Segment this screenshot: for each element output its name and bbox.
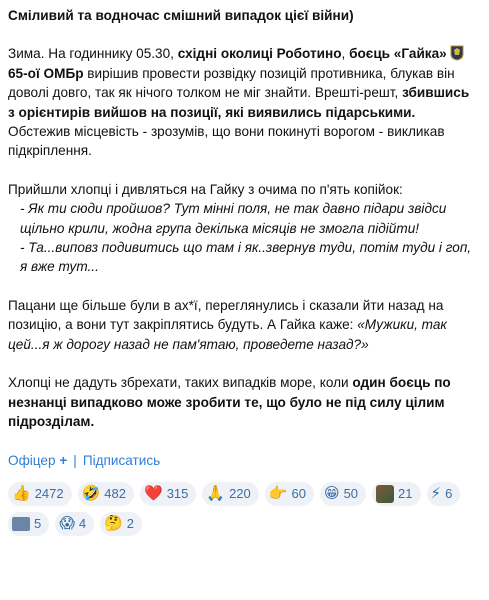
thumbs-up-icon: 👍 [12, 485, 31, 503]
dialogue-intro: Прийшли хлопці і дивляться на Гайку з очима по п'ять копійок: [8, 181, 403, 197]
separator: | [73, 453, 77, 469]
dialogue-line [8, 238, 479, 277]
heart-icon: ❤️ [144, 485, 163, 503]
reaction-pointing-hand[interactable] [265, 482, 314, 506]
reaction-count: 482 [104, 486, 126, 502]
reaction-count: 60 [291, 486, 306, 502]
text-segment: Хлопці не дадуть збрехати, таких випадків море, коли [8, 375, 353, 391]
dialogue-line [8, 199, 479, 238]
bold-segment: 65-ої ОМБр [8, 65, 84, 81]
bold-segment: один боєць по незнанці випадково може зробити те, що було не під силу цілим підрозділам. [8, 375, 451, 429]
paragraph-3 [8, 296, 479, 354]
reaction-count: 4 [78, 516, 87, 532]
reaction-custom-sticker[interactable] [8, 512, 49, 536]
reaction-shocked[interactable] [55, 512, 94, 536]
reaction-thinking[interactable] [100, 512, 142, 536]
pointing-hand-icon: 👉 [268, 485, 288, 503]
reaction-praying-hands[interactable] [202, 482, 258, 506]
italic-quote: - Як ти сюди пройшов? Тут мінні поля, не так давно підари звідси щільно крили, жодна група декілька місяців не змогла підійти! [20, 201, 447, 236]
reaction-count: 50 [343, 486, 359, 502]
rofl-icon: 🤣 [81, 485, 101, 503]
text-segment: Зима. На годиннику 05.30, [8, 46, 178, 62]
text-segment: , [341, 46, 350, 62]
author-link[interactable]: Офіцер [8, 453, 56, 469]
custom-image-icon [376, 485, 394, 503]
reaction-lightning[interactable] [427, 482, 461, 506]
italic-quote: - Та...виповз подивитись що там і як..звернув туди, потім туди і гоп, я вже тут... [20, 240, 472, 275]
reaction-count: 2472 [34, 486, 64, 502]
reaction-count: 6 [445, 486, 453, 502]
praying-hands-icon: 🙏 [206, 485, 226, 503]
reaction-custom-image[interactable] [372, 482, 420, 506]
text-segment: Пацани ще більше були в ах*ї, переглянулись і сказали йти назад на позицію, а вони тут закріплятись будуть. А Гайка каже: [8, 297, 444, 333]
reaction-count: 2 [126, 516, 135, 532]
bold-segment: східні околиці Роботино [177, 46, 342, 62]
reaction-heart[interactable] [140, 482, 196, 506]
reactions-bar [8, 482, 479, 536]
paragraph-1 [8, 44, 479, 160]
text-segment: Обстежив місцевість - зрозумів, що вони покинуті ворогом - викликав підкріплення. [8, 124, 445, 159]
reaction-thumbs-up[interactable] [8, 482, 72, 506]
brigade-emblem-icon [450, 45, 464, 61]
plus-icon: + [59, 453, 68, 469]
text-segment: вирішив провести розвідку позицій противника, блукав він доволі довго, так як нічого толком не міг знайти. Врешті-решт, [8, 65, 455, 101]
custom-sticker-icon [12, 517, 30, 531]
reaction-count: 220 [229, 486, 251, 502]
signature-links [8, 451, 479, 470]
reaction-count: 315 [166, 486, 189, 502]
bold-segment: боєць «Гайка» [349, 46, 447, 62]
bold-segment: збившись з орієнтирів вийшов на позиції, які виявились підарськими. [8, 85, 470, 120]
shocked-icon: 😱 [59, 515, 75, 533]
paragraph-4 [8, 373, 479, 431]
reaction-count: 21 [398, 486, 413, 502]
paragraph-2 [8, 180, 479, 277]
reaction-rofl[interactable] [78, 482, 134, 506]
lightning-icon: ⚡ [430, 485, 442, 503]
reaction-grin[interactable] [320, 482, 366, 506]
post-title: Сміливий та водночас смішний випадок цієї війни) [8, 8, 354, 23]
grin-icon: 😁 [323, 485, 340, 503]
reaction-count: 5 [34, 516, 42, 532]
thinking-icon: 🤔 [104, 515, 123, 533]
subscribe-link[interactable]: Підписатись [82, 453, 161, 469]
italic-quote: «Мужики, так цей...я ж дорогу назад не пам'ятаю, проведете назад?» [8, 317, 447, 352]
